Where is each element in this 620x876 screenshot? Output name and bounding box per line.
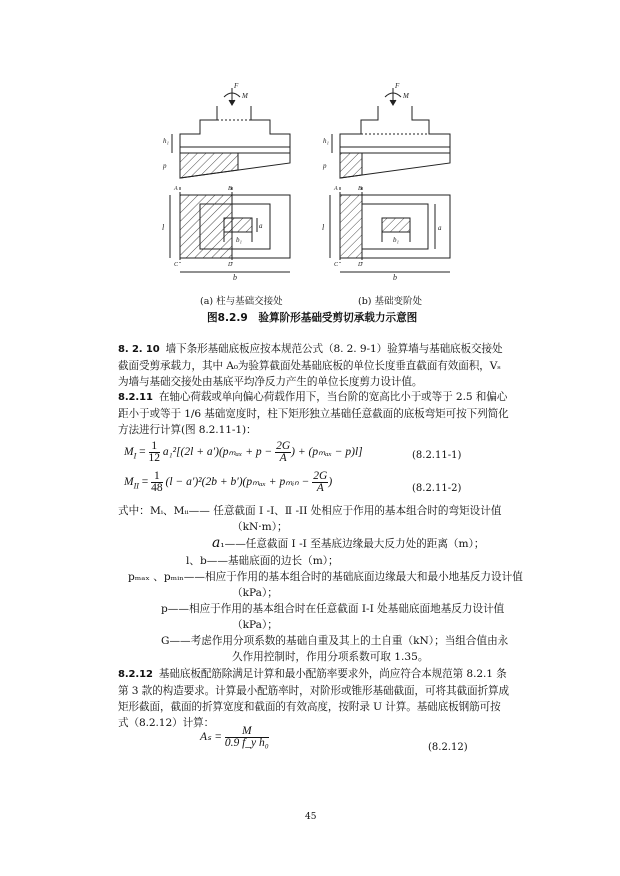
equation-8-2-11-1: [124, 441, 363, 464]
eq-body: (l − a′)²(2b + b′)(pₘₐₓ + pₘᵢₙ −: [165, 476, 313, 489]
eq-body: a₁²[(2l + a′)(pₘₐₓ + p −: [162, 446, 276, 459]
paragraph-text: 基础底板配筋除满足计算和最小配筋率要求外，尚应符合本规范第 8.2.1 条第 3 款的构造要求。计算最小配筋率时，对阶形或锥形基础截面，可将其截面折算成矩形截面，截面的折算宽度和截面的有效高度，按附录 U 计算。基础底板钢筋可按式（8.2.12）计算：: [118, 668, 509, 729]
figure-caption: 图8.2.9 验算阶形基础受剪切承载力示意图: [207, 312, 418, 324]
label-D-a: D: [228, 262, 233, 268]
eq-sign: =: [139, 446, 146, 459]
figure-sub-b: (b) 基础变阶处: [358, 296, 423, 307]
eq-tail: ) + (pₘₐₓ − p)l]: [291, 446, 363, 459]
paragraph-8-2-11: [118, 389, 510, 438]
equation-8-2-11-2: [124, 471, 332, 494]
label-B-b: B: [358, 186, 362, 192]
eq-fraction: $\frac{M}{\text{0.9 f\_y h₀}}$: [224, 725, 269, 749]
label-A-b: A: [334, 186, 338, 192]
section-number: 8. 2. 10: [118, 344, 160, 355]
figure-sub-a: (a) 柱与基础交接处: [200, 296, 283, 307]
label-F-a: F: [234, 82, 239, 90]
definition-a1: a₁——任意截面 I -I 至基底边缘最大反力处的距离（m）；: [212, 535, 485, 551]
label-b1-b: b₁: [393, 236, 399, 244]
definition-l-b: l、b——基础底面的边长（m）；: [186, 555, 339, 567]
figure-8-2-9: [160, 80, 460, 285]
equation-number: (8.2.11-2): [412, 483, 462, 494]
definition-intro: 式中：: [118, 505, 150, 517]
definition-G: G——考虑作用分项系数的基础自重及其上的土自重（kN）；当组合值由永: [161, 635, 509, 647]
label-b-a: b: [233, 273, 237, 282]
paragraph-text: 在轴心荷载或单向偏心荷载作用下，当台阶的宽高比小于或等于 2.5 和偏心距小于或等于 1/6 基础宽度时，柱下矩形独立基础任意截面的底板弯矩可按下列简化方法进行计算(图 8.2.11-1)：: [118, 391, 509, 436]
definition-M: Mᵢ、Mᵢᵢ—— 任意截面 Ⅰ -I、Ⅱ -II 处相应于作用的基本组合时的弯矩设计值: [150, 505, 502, 517]
eq-sign: =: [141, 476, 149, 489]
eq-tail: ): [328, 476, 333, 489]
eq-g-fraction: $\frac{2G}{A}$: [276, 440, 291, 464]
equation-number: (8.2.11-1): [412, 450, 462, 461]
eq-g-fraction: $\frac{2G}{A}$: [313, 470, 328, 494]
label-a-a: a: [259, 222, 263, 230]
equation-number: (8.2.12): [428, 742, 468, 753]
eq-lhs: Aₛ =: [200, 731, 222, 744]
label-l-a: l: [162, 223, 165, 232]
label-b-b: b: [393, 273, 397, 282]
label-h1-b: h₁: [323, 137, 329, 145]
eq-fraction: $\frac{1}{48}$: [151, 470, 163, 494]
section-number: 8.2.11: [118, 392, 153, 403]
label-p-a: p: [163, 162, 167, 170]
label-M-a: M: [242, 92, 248, 100]
definition-p: p——相应于作用的基本组合时在任意截面 I-I 处基础底面地基反力设计值: [161, 603, 505, 615]
definition-pmax-unit: （kPa）；: [232, 587, 278, 599]
definition-M-unit: （kN·m）；: [232, 521, 288, 533]
label-C-a: C: [174, 262, 179, 268]
label-F-b: F: [395, 82, 400, 90]
diagram-b: [322, 82, 450, 282]
label-M-b: M: [403, 92, 409, 100]
definition-p-unit: （kPa）；: [232, 619, 278, 631]
label-B-a: B: [228, 186, 232, 192]
definition-pmax-pmin: pₘₐₓ 、pₘᵢₙ——相应于作用的基本组合时的基础底面边缘最大和最小地基反力设计值: [128, 571, 523, 583]
eq-lhs: M: [124, 476, 134, 489]
label-A-a: A: [174, 186, 178, 192]
label-p-b: p: [323, 162, 327, 170]
eq-lhs: M: [124, 446, 134, 459]
section-number: 8.2.12: [118, 669, 153, 680]
label-b1-a: b₁: [236, 236, 242, 244]
label-h1-a: h₁: [163, 137, 169, 145]
eq-fraction: $\frac{1}{12}$: [148, 440, 161, 464]
label-a-b: a: [438, 224, 442, 232]
paragraph-text: 墙下条形基础底板应按本规范公式（8. 2. 9-1）验算墙与基础底板交接处截面受剪承载力，其中 A₀为验算截面处基础底板的单位长度垂直截面有效面积，Vₛ为墙与基础交接处由基底平均净反力产生的单位长度剪力设计值。: [118, 343, 503, 388]
label-l-b: l: [322, 223, 325, 232]
label-C-b: C: [334, 262, 339, 268]
label-D-b: D: [358, 262, 363, 268]
paragraph-8-2-12: [118, 666, 510, 731]
eq-lhs-sub: II: [133, 481, 139, 491]
diagram-a: [162, 82, 290, 282]
equation-8-2-12: [200, 726, 269, 749]
paragraph-8-2-10: [118, 341, 510, 390]
eq-lhs-sub: I: [133, 451, 137, 461]
page-number: 45: [305, 812, 317, 822]
definition-G-cont: 久作用控制时，作用分项系数可取 1.35。: [232, 651, 429, 663]
